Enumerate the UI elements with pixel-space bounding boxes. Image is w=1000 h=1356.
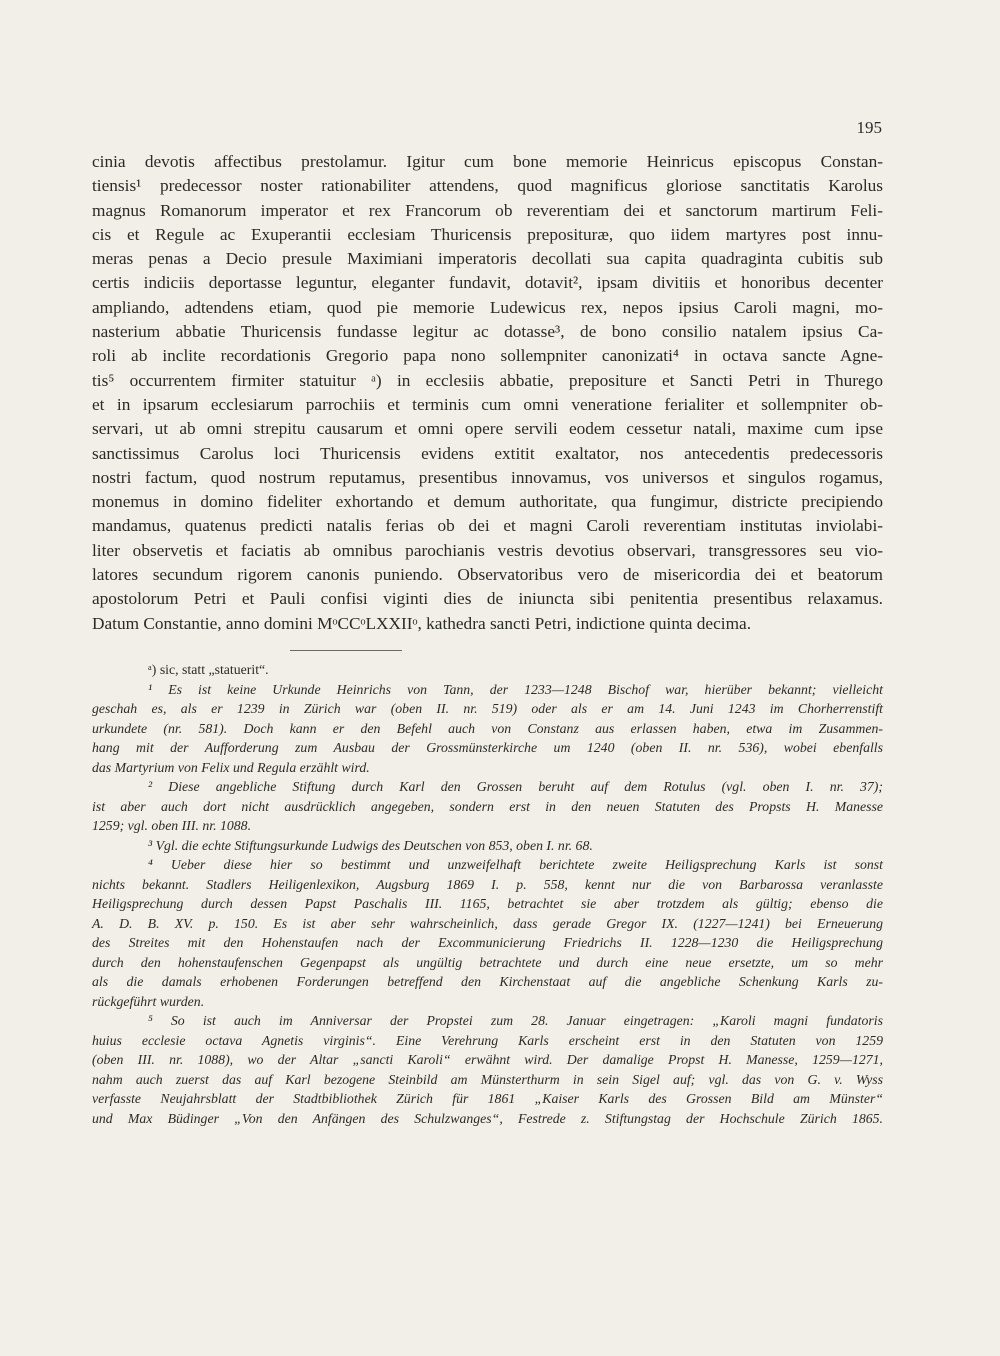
footnote-line: (oben III. nr. 1088), wo der Altar „sancti Karoli“ erwähnt wird. Der damalige Propst H. Manesse, 1259—1271, bbox=[92, 1052, 883, 1067]
footnote-line: ist aber auch dort nicht ausdrücklich angegeben, sondern erst in den neuen Statuten des Propsts H. Manesse bbox=[92, 798, 883, 814]
text-line: nostri factum, quod nostrum reputamus, presentibus innovamus, vos universos et singulos rogamus, bbox=[92, 467, 883, 487]
footnote-divider bbox=[290, 650, 402, 651]
footnote-line: als die damals erhobenen Forderungen betreffend den Kirchenstaat auf die angebliche Schenkung Karls zu- bbox=[92, 974, 883, 989]
text-line: meras penas a Decio presule Maximiani imperatoris decollati sua capita quadraginta cubitis sub bbox=[92, 249, 883, 269]
text-line: mandamus, quatenus predicti natalis ferias ob dei et magni Caroli reverentiam institutas inviolabi- bbox=[92, 516, 883, 536]
text-line: monemus in domino fideliter exhortando et demum authoritate, qua fungimur, districte precipiendo bbox=[92, 492, 883, 512]
text-line: nasterium abbatie Thuricensis fundasse legitur ac dotasse³, de bono consilio natalem ipsius Ca- bbox=[92, 322, 883, 342]
footnote-line: verfasste Neujahrsblatt der Stadtbibliothek Zürich für 1861 „Kaiser Karls des Grossen Bild am Münster“ bbox=[92, 1091, 883, 1106]
footnote-line: 1259; vgl. oben III. nr. 1088. bbox=[92, 818, 252, 833]
footnote-line: hang mit der Aufforderung zum Ausbau der Grossmünsterkirche um 1240 (oben II. nr. 536), wobei ebenfalls bbox=[92, 740, 883, 755]
footnote-line: nahm auch zuerst das auf Karl bezogene Steinbild am Münsterthurm in sein Sigel auf; vgl. das von G. v. Wyss bbox=[92, 1071, 883, 1087]
text-line: roli ab inclite recordationis Gregorio papa nono sollempniter canonizati⁴ in octava sancte Agne- bbox=[92, 346, 883, 366]
text-line: latores secundum rigorem canonis puniendo. Observatoribus vero de misericordia dei et beatorum bbox=[92, 565, 883, 585]
footnote-line: urkundete (nr. 581). Doch kann er den Befehl auch von Constanz aus erlassen haben, etwa im Zusammen- bbox=[92, 720, 883, 736]
footnote-line: ⁴ Ueber diese hier so bestimmt und unzweifelhaft berichtete zweite Heiligsprechung Karls ist sonst bbox=[148, 857, 883, 872]
footnote-line: ² Diese angebliche Stiftung durch Karl den Grossen beruht auf dem Rotulus (vgl. oben I. nr. 37); bbox=[148, 779, 883, 794]
footnote-line: nichts bekannt. Stadlers Heiligenlexikon, Augsburg 1869 I. p. 558, kennt nur die von Barbarossa veranlasste bbox=[92, 876, 883, 892]
footnote-line: ᵃ) sic, statt „statuerit“. bbox=[148, 662, 269, 677]
text-line: servari, ut ab omni strepitu causarum et omni opere servili eodem cessetur natali, maxime cum ipse bbox=[92, 419, 883, 439]
footnote-line: durch den hohenstaufenschen Gegenpapst als ungültig betrachtete und durch eine neue ersetzte, um so mehr bbox=[92, 954, 883, 970]
page-number: 195 bbox=[856, 118, 882, 137]
footnote-line: und Max Büdinger „Von den Anfängen des Schulzwanges“, Festrede z. Stiftungstag der Hochschule Zürich 1865. bbox=[92, 1110, 883, 1126]
text-line: tiensis¹ predecessor noster rationabiliter attendens, quod magnificus gloriose sanctitatis Karolus bbox=[92, 176, 883, 196]
text-line: cis et Regule ac Exuperantii ecclesiam Thuricensis preposituræ, quo iidem martyres post innu- bbox=[92, 224, 883, 244]
text-line: Datum Constantie, anno domini MᵒCCᵒLXXIIᵒ, kathedra sancti Petri, indictione quinta decima. bbox=[92, 613, 752, 633]
footnote-line: Heiligsprechung durch dessen Papst Paschalis III. 1165, betrachtet sie aber trotzdem als gültig; ebenso die bbox=[92, 896, 883, 911]
footnote-line: rückgeführt wurden. bbox=[92, 993, 205, 1009]
text-line: et in ipsarum ecclesiarum parrochiis et terminis cum omni veneratione ferialiter et sollempniter ob- bbox=[92, 394, 883, 414]
footnote-line: ⁵ So ist auch im Anniversar der Propstei zum 28. Januar eingetragen: „Karoli magni fundatoris bbox=[148, 1013, 883, 1028]
main-text bbox=[92, 150, 883, 636]
footnote-line: ¹ Es ist keine Urkunde Heinrichs von Tann, der 1233—1248 Bischof war, hierüber bekannt; vielleicht bbox=[148, 681, 883, 697]
footnote-line: huius ecclesie octava Agnetis virginis“. Eine Verehrung Karls erscheint erst in den Statuten von 1259 bbox=[92, 1032, 883, 1048]
footnote-line: ³ Vgl. die echte Stiftungsurkunde Ludwigs des Deutschen von 853, oben I. nr. 68. bbox=[148, 837, 593, 853]
text-line: magnus Romanorum imperator et rex Francorum ob reverentiam dei et sanctorum martirum Feli- bbox=[92, 200, 883, 220]
text-line: liter observetis et faciatis ab omnibus parochianis vestris devotius observari, transgressores seu vio- bbox=[92, 540, 883, 560]
text-line: certis indiciis deportasse leguntur, eleganter fundavit, dotavit², ipsam divitiis et honoribus decenter bbox=[92, 273, 883, 293]
text-line: sanctissimus Carolus loci Thuricensis evidens extitit exaltator, nos antecedentis predecessoris bbox=[92, 443, 883, 463]
footnote-line: das Martyrium von Felix und Regula erzählt wird. bbox=[92, 759, 370, 775]
text-line: apostolorum Petri et Pauli confisi viginti dies de iniuncta sibi penitentia presentibus relaxamus. bbox=[92, 589, 883, 609]
text-line: ampliando, adtendens etiam, quod pie memorie Ludewicus rex, nepos ipsius Caroli magni, mo- bbox=[92, 297, 883, 317]
footnote-line: A. D. B. XV. p. 150. Es ist aber sehr wahrscheinlich, dass gerade Gregor IX. (1227—1241) bei Erneuerung bbox=[92, 915, 883, 931]
text-line: tis⁵ occurrentem firmiter statuitur ᵃ) in ecclesiis abbatie, prepositure et Sancti Petri in Thurego bbox=[92, 370, 883, 390]
text-line: cinia devotis affectibus prestolamur. Igitur cum bone memorie Heinricus episcopus Constan- bbox=[92, 152, 883, 171]
footnote-line: des Streites mit den Hohenstaufen nach der Excommunicierung Friedrichs II. 1228—1230 die Heiligsprechung bbox=[92, 935, 883, 950]
footnote-line: geschah es, als er 1239 in Zürich war (oben II. nr. 519) oder als er am 14. Juni 1243 im Chorherrenstift bbox=[92, 701, 883, 716]
footnotes bbox=[92, 660, 883, 1128]
